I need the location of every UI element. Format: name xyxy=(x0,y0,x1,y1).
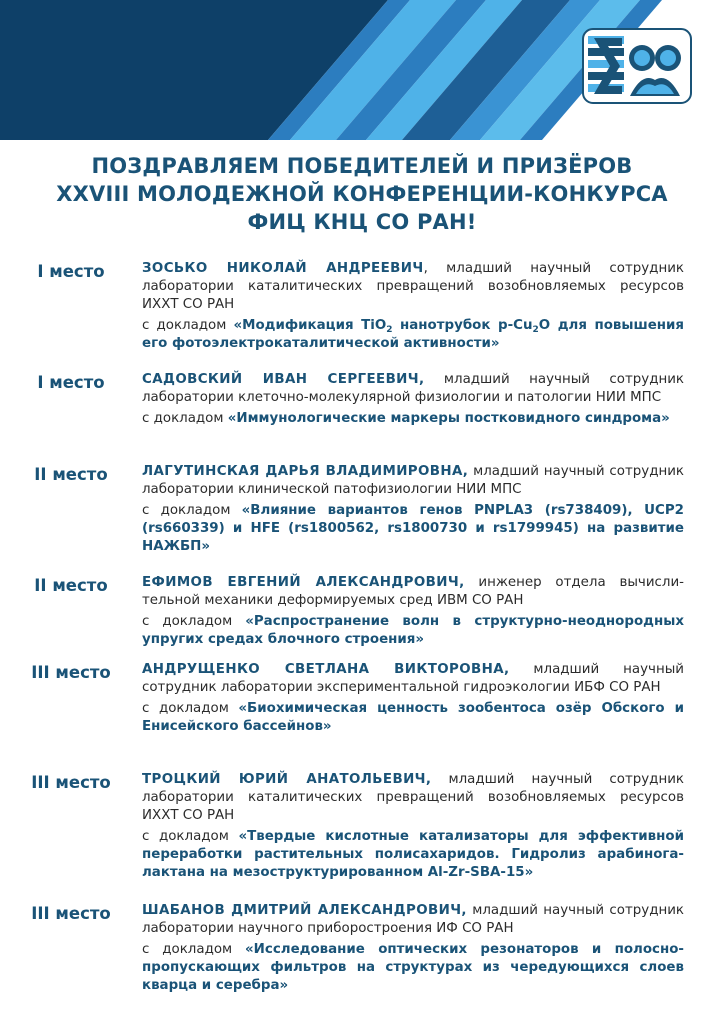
title-line: XXVIII МОЛОДЕЖНОЙ КОНФЕРЕНЦИИ-КОНКУРСА xyxy=(56,182,668,206)
winner-name: ШАБАНОВ ДМИТРИЙ АЛЕКСАНДРОВИЧ, xyxy=(142,903,467,918)
winner-affiliation: младший научный сотрудник лаборатории клинической патофизиологии НИИ МПС xyxy=(142,464,684,497)
place-label: I место xyxy=(37,262,105,281)
place-label: III место xyxy=(31,904,111,923)
winner-affiliation: младший научный сотрудник лаборатории каталитических превращений возобновляемых ресурсов ИХХТ СО РАН xyxy=(142,772,684,823)
winner-person xyxy=(142,371,684,407)
winner-name: АНДРУЩЕНКО СВЕТЛАНА ВИКТОРОВНА, xyxy=(142,662,510,677)
winner-report xyxy=(142,613,684,649)
report-title: «Твердые кислотные катализаторы для эффективной переработки растительных полисахаридов. Гидролиз арабинога-лактана на мезоструктурированном Al-Zr-SBA-15» xyxy=(142,829,684,880)
winner-affiliation: младший научный сотрудник лаборатории каталитических превращений возобновляемых ресурсов ИХХТ СО РАН xyxy=(142,261,684,312)
report-prefix: с докладом xyxy=(142,318,227,333)
report-prefix: с докладом xyxy=(142,614,233,629)
winner-report xyxy=(142,828,684,882)
winner-entry xyxy=(0,771,724,902)
winner-person xyxy=(142,661,684,697)
winner-affiliation: младший научный сотрудник лаборатории научного приборостроения ИФ СО РАН xyxy=(142,903,684,936)
winner-name: ЕФИМОВ ЕВГЕНИЙ АЛЕКСАНДРОВИЧ, xyxy=(142,575,465,590)
place-label: I место xyxy=(37,373,105,392)
report-title: «Влияние вариантов генов PNPLA3 (rs738409), UCP2 (rs660339) и HFE (rs1800562, rs1800730 и rs1799945) на развитие НАЖБП» xyxy=(142,503,684,554)
winner-details xyxy=(142,463,684,574)
winner-person xyxy=(142,771,684,825)
title-line: ПОЗДРАВЛЯЕМ ПОБЕДИТЕЛЕЙ И ПРИЗЁРОВ xyxy=(91,154,633,178)
winner-entry xyxy=(0,371,724,463)
winners-list xyxy=(0,260,724,1002)
subscript: 2 xyxy=(386,325,393,335)
report-prefix: с докладом xyxy=(142,829,229,844)
place-label: II место xyxy=(34,576,108,595)
place-label: III место xyxy=(31,773,111,792)
winner-person xyxy=(142,574,684,610)
report-prefix: с докладом xyxy=(142,411,224,426)
report-title-part: «Модификация TiO xyxy=(233,318,387,333)
report-title: «Распространение волн в структурно-неоднородных упругих средах блочного строения» xyxy=(142,614,684,647)
winner-entry xyxy=(0,574,724,661)
winner-details xyxy=(142,902,684,1002)
report-title: «Исследование оптических резонаторов и полосно-пропускающих фильтров на структурах из чередующихся слоев кварца и серебра» xyxy=(142,942,684,993)
report-prefix: с докладом xyxy=(142,942,233,957)
name-separator: , xyxy=(423,261,428,276)
winner-report xyxy=(142,317,684,353)
winner-name: ЗОСЬКО НИКОЛАЙ АНДРЕЕВИЧ xyxy=(142,261,424,276)
winner-affiliation: инженер отдела вычисли-тельной механики деформируемых сред ИВМ СО РАН xyxy=(142,575,685,608)
winner-details xyxy=(142,574,684,661)
winner-report xyxy=(142,941,684,995)
report-title-part: O для повышения его фотоэлектрокаталитической активности» xyxy=(142,318,685,351)
winner-entry xyxy=(0,902,724,1002)
subscript: 2 xyxy=(532,325,539,335)
report-prefix: с докладом xyxy=(142,503,231,518)
winner-report xyxy=(142,700,684,736)
place-label: III место xyxy=(31,663,111,682)
winner-name: ТРОЦКИЙ ЮРИЙ АНАТОЛЬЕВИЧ, xyxy=(142,772,432,787)
winner-details xyxy=(142,661,684,771)
winner-details xyxy=(142,260,684,371)
winner-details xyxy=(142,371,684,463)
winner-name: ЛАГУТИНСКАЯ ДАРЬЯ ВЛАДИМИРОВНА, xyxy=(142,464,469,479)
winner-affiliation: младший научный сотрудник лаборатории клеточно-молекулярной физиологии и патологии НИИ МПС xyxy=(142,372,684,405)
title-line: ФИЦ КНЦ СО РАН! xyxy=(247,210,477,234)
winner-details xyxy=(142,771,684,902)
winner-affiliation: младший научный сотрудник лаборатории экспериментальной гидроэкологии ИБФ СО РАН xyxy=(142,662,684,695)
winner-name: САДОВСКИЙ ИВАН СЕРГЕЕВИЧ, xyxy=(142,372,425,387)
conference-logo xyxy=(582,28,692,104)
winner-report xyxy=(142,502,684,556)
report-title: «Биохимическая ценность зообентоса озёр Обского и Енисейского бассейнов» xyxy=(142,701,684,734)
report-title-part: нанотрубок p-Cu xyxy=(392,318,533,333)
page-title xyxy=(0,152,724,236)
winner-entry xyxy=(0,463,724,574)
winner-entry xyxy=(0,661,724,771)
report-title: «Иммунологические маркеры постковидного синдрома» xyxy=(227,411,670,426)
winner-person xyxy=(142,902,684,938)
report-prefix: с докладом xyxy=(142,701,229,716)
winner-entry xyxy=(0,260,724,371)
winner-person xyxy=(142,260,684,314)
winner-person xyxy=(142,463,684,499)
winner-report xyxy=(142,410,684,428)
place-label: II место xyxy=(34,465,108,484)
